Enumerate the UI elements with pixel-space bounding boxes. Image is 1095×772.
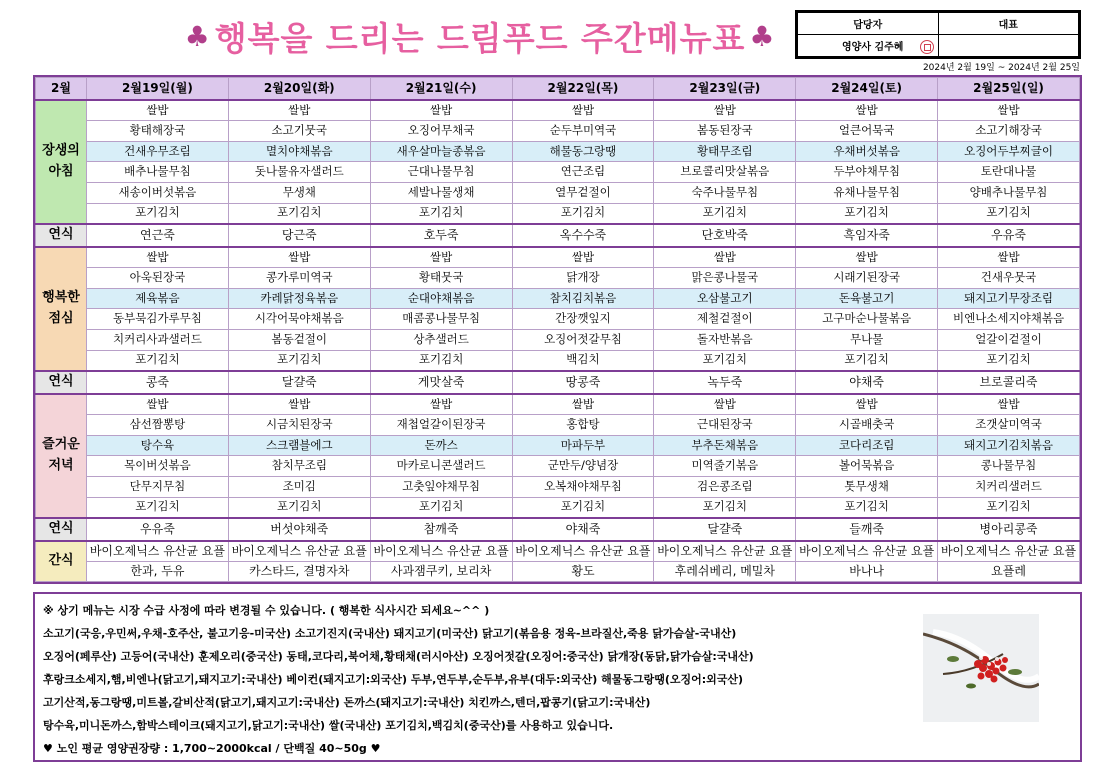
menu-item: 황태해장국 <box>87 120 229 141</box>
snack-item: 바이오제닉스 유산균 요플 <box>512 541 654 561</box>
page-title <box>184 14 776 58</box>
menu-item: 백김치 <box>512 350 654 371</box>
menu-item: 양배추나물무침 <box>938 182 1080 203</box>
snack-item: 황도 <box>512 561 654 581</box>
day-header-row <box>36 78 1080 100</box>
lunch-label: 행복한 점심 <box>36 247 87 371</box>
day-header: 2월22일(목) <box>512 78 654 100</box>
snack-item: 바이오제닉스 유산균 요플 <box>228 541 370 561</box>
menu-item: 조미김 <box>228 476 370 497</box>
soft-food-item: 게맛살죽 <box>370 371 512 394</box>
menu-item: 탕수육 <box>87 435 229 456</box>
note-line-4: 후랑크소세지,햄,비엔나(닭고기,돼지고기:국내산) 베이컨(돼지고기:외국산) 두부,연두부,순두부,유부(대두:외국산) 해물동그랑땡(오징어:외국산) <box>43 673 744 686</box>
snack-item: 바이오제닉스 유산균 요플 <box>654 541 796 561</box>
menu-item: 포기김치 <box>228 350 370 371</box>
menu-item: 재첩얼갈이된장국 <box>370 415 512 436</box>
menu-item: 포기김치 <box>370 497 512 518</box>
soft-food-item: 병아리콩죽 <box>938 518 1080 541</box>
menu-item: 포기김치 <box>796 497 938 518</box>
menu-item: 볼어묵볶음 <box>796 456 938 477</box>
menu-item: 고춧잎야채무침 <box>370 476 512 497</box>
menu-item: 쌀밥 <box>512 100 654 121</box>
menu-item: 쌀밥 <box>228 394 370 415</box>
soft-food-item: 브로콜리죽 <box>938 371 1080 394</box>
menu-item: 쌀밥 <box>938 394 1080 415</box>
approval-manager-label: 담당자 <box>798 13 939 35</box>
soft-food-item: 버섯야채죽 <box>228 518 370 541</box>
menu-item: 닭개장 <box>512 267 654 288</box>
menu-item: 근대나물무침 <box>370 162 512 183</box>
note-line-3: 오징어(페루산) 고등어(국내산) 훈제오리(중국산) 동태,코다리,북어채,황태채(러시아산) 오징어젓갈(오징어:중국산) 닭개장(동닭,닭가슴살:국내산) <box>43 650 754 663</box>
snack-item: 바나나 <box>796 561 938 581</box>
snack3-row <box>36 518 1080 541</box>
winter-berries-photo <box>923 614 1039 722</box>
snack-item: 바이오제닉스 유산균 요플 <box>938 541 1080 561</box>
menu-item: 포기김치 <box>87 203 229 224</box>
menu-item: 포기김치 <box>654 350 796 371</box>
dinner-label: 즐거운 저녁 <box>36 394 87 518</box>
menu-item: 포기김치 <box>512 497 654 518</box>
lunch-row <box>36 309 1080 330</box>
snack2-row <box>36 371 1080 394</box>
menu-item: 오징어젓갈무침 <box>512 329 654 350</box>
breakfast-row <box>36 100 1080 121</box>
soft-food-item: 단호박죽 <box>654 224 796 247</box>
menu-item: 소고기해장국 <box>938 120 1080 141</box>
menu-item: 포기김치 <box>654 203 796 224</box>
month-corner: 2월 <box>36 78 87 100</box>
menu-item: 단무지무침 <box>87 476 229 497</box>
menu-item: 해물동그랑땡 <box>512 141 654 162</box>
snack-item: 카스타드, 결명자차 <box>228 561 370 581</box>
menu-item: 건새우무조림 <box>87 141 229 162</box>
lunch-row <box>36 288 1080 309</box>
soft-food-item: 야채죽 <box>512 518 654 541</box>
snack3-label: 연식 <box>36 518 87 541</box>
soft-food-item: 연근죽 <box>87 224 229 247</box>
menu-item: 세발나물생채 <box>370 182 512 203</box>
menu-item: 오징어두부찌글이 <box>938 141 1080 162</box>
day-header: 2월21일(수) <box>370 78 512 100</box>
menu-item: 오복채야채무침 <box>512 476 654 497</box>
menu-item: 쌀밥 <box>796 100 938 121</box>
menu-item: 상추샐러드 <box>370 329 512 350</box>
approval-dietitian <box>798 35 939 57</box>
soft-food-item: 우유죽 <box>938 224 1080 247</box>
menu-item: 쌀밥 <box>87 100 229 121</box>
menu-item: 부추돈채볶음 <box>654 435 796 456</box>
dinner-row <box>36 497 1080 518</box>
breakfast-label: 장생의 아침 <box>36 100 87 224</box>
menu-item: 열무겉절이 <box>512 182 654 203</box>
menu-item: 간장깻잎지 <box>512 309 654 330</box>
menu-item: 숙주나물무침 <box>654 182 796 203</box>
menu-item: 포기김치 <box>938 497 1080 518</box>
soft-food-item: 땅콩죽 <box>512 371 654 394</box>
soft-food-item: 야채죽 <box>796 371 938 394</box>
menu-item: 톳무생채 <box>796 476 938 497</box>
menu-item: 쌀밥 <box>654 100 796 121</box>
snack-item: 바이오제닉스 유산균 요플 <box>370 541 512 561</box>
snack-item: 사과잼쿠키, 보리차 <box>370 561 512 581</box>
dietitian-name: 영양사 김주혜 <box>842 42 904 53</box>
menu-period: 2024년 2월 19일 ~ 2024년 2월 25일 <box>922 63 1080 73</box>
menu-item: 쌀밥 <box>796 247 938 268</box>
menu-item: 황태뭇국 <box>370 267 512 288</box>
menu-item: 봄동겉절이 <box>228 329 370 350</box>
menu-item: 코다리조림 <box>796 435 938 456</box>
menu-item: 아욱된장국 <box>87 267 229 288</box>
menu-item: 포기김치 <box>938 203 1080 224</box>
note-line-5: 고기산적,동그랑땡,미트볼,갈비산적(닭고기,돼지고기:국내산) 돈까스(돼지고기:국내산) 치킨까스,텐더,팝콩기(닭고기:국내산) <box>43 696 651 709</box>
soft-food-item: 당근죽 <box>228 224 370 247</box>
menu-item: 군만두/양념장 <box>512 456 654 477</box>
menu-item: 순대야채볶음 <box>370 288 512 309</box>
dinner-row <box>36 394 1080 415</box>
breakfast-row <box>36 203 1080 224</box>
soft-food-item: 달걀죽 <box>228 371 370 394</box>
menu-item: 마파두부 <box>512 435 654 456</box>
snack1-row <box>36 224 1080 247</box>
menu-item: 목이버섯볶음 <box>87 456 229 477</box>
soft-food-item: 우유죽 <box>87 518 229 541</box>
snack-item: 바이오제닉스 유산균 요플 <box>87 541 229 561</box>
menu-item: 브로콜리맛살볶음 <box>654 162 796 183</box>
day-header: 2월20일(화) <box>228 78 370 100</box>
dinner-row <box>36 476 1080 497</box>
menu-item: 콩나물무침 <box>938 456 1080 477</box>
lunch-row <box>36 329 1080 350</box>
lunch-row <box>36 267 1080 288</box>
menu-item: 연근조림 <box>512 162 654 183</box>
menu-item: 고구마순나물볶음 <box>796 309 938 330</box>
menu-item: 유채나물무침 <box>796 182 938 203</box>
menu-item: 쌀밥 <box>938 100 1080 121</box>
gansik-label: 간식 <box>36 541 87 582</box>
snack1-label: 연식 <box>36 224 87 247</box>
menu-item: 쌀밥 <box>938 247 1080 268</box>
menu-item: 얼갈이겉절이 <box>938 329 1080 350</box>
menu-item: 무생채 <box>228 182 370 203</box>
menu-item: 돈까스 <box>370 435 512 456</box>
breakfast-row <box>36 182 1080 203</box>
menu-item: 제철겉절이 <box>654 309 796 330</box>
snack-item: 후레쉬베리, 메밀차 <box>654 561 796 581</box>
menu-item: 봄동된장국 <box>654 120 796 141</box>
menu-item: 우채버섯볶음 <box>796 141 938 162</box>
note-line-6: 탕수육,미니돈까스,함박스테이크(돼지고기,닭고기:국내산) 쌀(국내산) 포기김치,백김치(중국산)를 사용하고 있습니다. <box>43 719 614 732</box>
breakfast-row <box>36 141 1080 162</box>
menu-item: 시금치된장국 <box>228 415 370 436</box>
soft-food-item: 흑임자죽 <box>796 224 938 247</box>
menu-item: 쌀밥 <box>654 247 796 268</box>
day-header: 2월25일(일) <box>938 78 1080 100</box>
menu-item: 미역줄기볶음 <box>654 456 796 477</box>
menu-item: 오징어무채국 <box>370 120 512 141</box>
menu-item: 조갯살미역국 <box>938 415 1080 436</box>
menu-item: 치커리샐러드 <box>938 476 1080 497</box>
menu-item: 건새우뭇국 <box>938 267 1080 288</box>
day-header: 2월19일(월) <box>87 78 229 100</box>
soft-food-item: 녹두죽 <box>654 371 796 394</box>
menu-item: 쌀밥 <box>370 394 512 415</box>
gansik-row-bottom <box>36 561 1080 581</box>
breakfast-row <box>36 120 1080 141</box>
approval-box <box>795 10 1081 59</box>
dinner-row <box>36 456 1080 477</box>
menu-item: 시래기된장국 <box>796 267 938 288</box>
menu-item: 포기김치 <box>512 203 654 224</box>
dinner-row <box>36 435 1080 456</box>
menu-item: 스크램블에그 <box>228 435 370 456</box>
menu-item: 근대된장국 <box>654 415 796 436</box>
menu-item: 마카로니콘샐러드 <box>370 456 512 477</box>
menu-item: 돼지고기무장조림 <box>938 288 1080 309</box>
soft-food-item: 들깨죽 <box>796 518 938 541</box>
menu-item: 쌀밥 <box>654 394 796 415</box>
menu-item: 두부야채무침 <box>796 162 938 183</box>
note-line-1: ※ 상기 메뉴는 시장 수급 사정에 따라 변경될 수 있습니다. ( 행복한 식사시간 되세요~^^ ) <box>43 604 490 617</box>
menu-item: 포기김치 <box>654 497 796 518</box>
menu-item: 토란대나물 <box>938 162 1080 183</box>
menu-item: 쌀밥 <box>87 247 229 268</box>
lunch-row <box>36 350 1080 371</box>
gansik-row-top <box>36 541 1080 561</box>
menu-item: 쌀밥 <box>370 100 512 121</box>
menu-item: 포기김치 <box>938 350 1080 371</box>
menu-item: 맑은콩나물국 <box>654 267 796 288</box>
menu-item: 새우살마늘종볶음 <box>370 141 512 162</box>
day-header: 2월23일(금) <box>654 78 796 100</box>
club-symbol-left: ♣ <box>184 19 211 53</box>
menu-item: 쌀밥 <box>87 394 229 415</box>
menu-item: 포기김치 <box>370 203 512 224</box>
menu-item: 배추나물무침 <box>87 162 229 183</box>
menu-item: 얼큰어묵국 <box>796 120 938 141</box>
menu-item: 콩가루미역국 <box>228 267 370 288</box>
lunch-row <box>36 247 1080 268</box>
menu-item: 검은콩조림 <box>654 476 796 497</box>
menu-item: 쌀밥 <box>512 247 654 268</box>
menu-item: 포기김치 <box>87 497 229 518</box>
menu-item: 포기김치 <box>796 350 938 371</box>
snack-item: 요플레 <box>938 561 1080 581</box>
title-text: 행복을 드리는 드림푸드 주간메뉴표 <box>214 18 746 58</box>
menu-item: 쌀밥 <box>370 247 512 268</box>
note-line-7: ♥ 노인 평균 영양권장량 : 1,700~2000kcal / 단백질 40~50g ♥ <box>43 742 381 755</box>
menu-item: 홍합탕 <box>512 415 654 436</box>
menu-item: 쌀밥 <box>228 100 370 121</box>
menu-item: 시각어묵야채볶음 <box>228 309 370 330</box>
menu-item: 돌자반볶음 <box>654 329 796 350</box>
soft-food-item: 콩죽 <box>87 371 229 394</box>
menu-item: 매콤콩나물무침 <box>370 309 512 330</box>
snack-item: 바이오제닉스 유산균 요플 <box>796 541 938 561</box>
notes-box <box>33 592 1082 762</box>
breakfast-row <box>36 162 1080 183</box>
menu-item: 돈육불고기 <box>796 288 938 309</box>
approval-ceo-label: 대표 <box>938 13 1079 35</box>
menu-item: 오삼불고기 <box>654 288 796 309</box>
dinner-row <box>36 415 1080 436</box>
soft-food-item: 참깨죽 <box>370 518 512 541</box>
menu-item: 치커리사과샐러드 <box>87 329 229 350</box>
menu-item: 순두부미역국 <box>512 120 654 141</box>
menu-item: 돗나물유자샐러드 <box>228 162 370 183</box>
menu-item: 쌀밥 <box>228 247 370 268</box>
menu-item: 돼지고기김치볶음 <box>938 435 1080 456</box>
soft-food-item: 호두죽 <box>370 224 512 247</box>
snack-item: 한과, 두유 <box>87 561 229 581</box>
menu-item: 포기김치 <box>796 203 938 224</box>
menu-item: 포기김치 <box>228 203 370 224</box>
menu-item: 동부묵김가루무침 <box>87 309 229 330</box>
soft-food-item: 옥수수죽 <box>512 224 654 247</box>
menu-item: 멸치야채볶음 <box>228 141 370 162</box>
menu-item: 쌀밥 <box>512 394 654 415</box>
menu-item: 포기김치 <box>228 497 370 518</box>
menu-item: 참치무조림 <box>228 456 370 477</box>
menu-item: 포기김치 <box>370 350 512 371</box>
menu-item: 황태무조림 <box>654 141 796 162</box>
menu-item: 제육볶음 <box>87 288 229 309</box>
menu-item: 무나물 <box>796 329 938 350</box>
club-symbol-right: ♣ <box>749 19 776 53</box>
menu-item: 포기김치 <box>87 350 229 371</box>
seal-stamp-icon <box>920 40 934 54</box>
day-header: 2월24일(토) <box>796 78 938 100</box>
soft-food-item: 달걀죽 <box>654 518 796 541</box>
menu-item: 카레닭정육볶음 <box>228 288 370 309</box>
menu-item: 비엔나소세지야채볶음 <box>938 309 1080 330</box>
menu-item: 참치김치볶음 <box>512 288 654 309</box>
snack2-label: 연식 <box>36 371 87 394</box>
approval-ceo-signature <box>938 35 1079 57</box>
menu-item: 쌀밥 <box>796 394 938 415</box>
menu-item: 시골배춧국 <box>796 415 938 436</box>
menu-item: 새송이버섯볶음 <box>87 182 229 203</box>
weekly-menu-table <box>33 75 1082 584</box>
note-line-2: 소고기(국응,우민써,우채-호주산, 불고기응-미국산) 소고기진지(국내산) 돼지고기(미국산) 닭고기(볶음용 정육-브라질산,죽용 닭가슴살-국내산) <box>43 627 737 640</box>
menu-item: 삼선짬뽕탕 <box>87 415 229 436</box>
menu-item: 소고기뭇국 <box>228 120 370 141</box>
